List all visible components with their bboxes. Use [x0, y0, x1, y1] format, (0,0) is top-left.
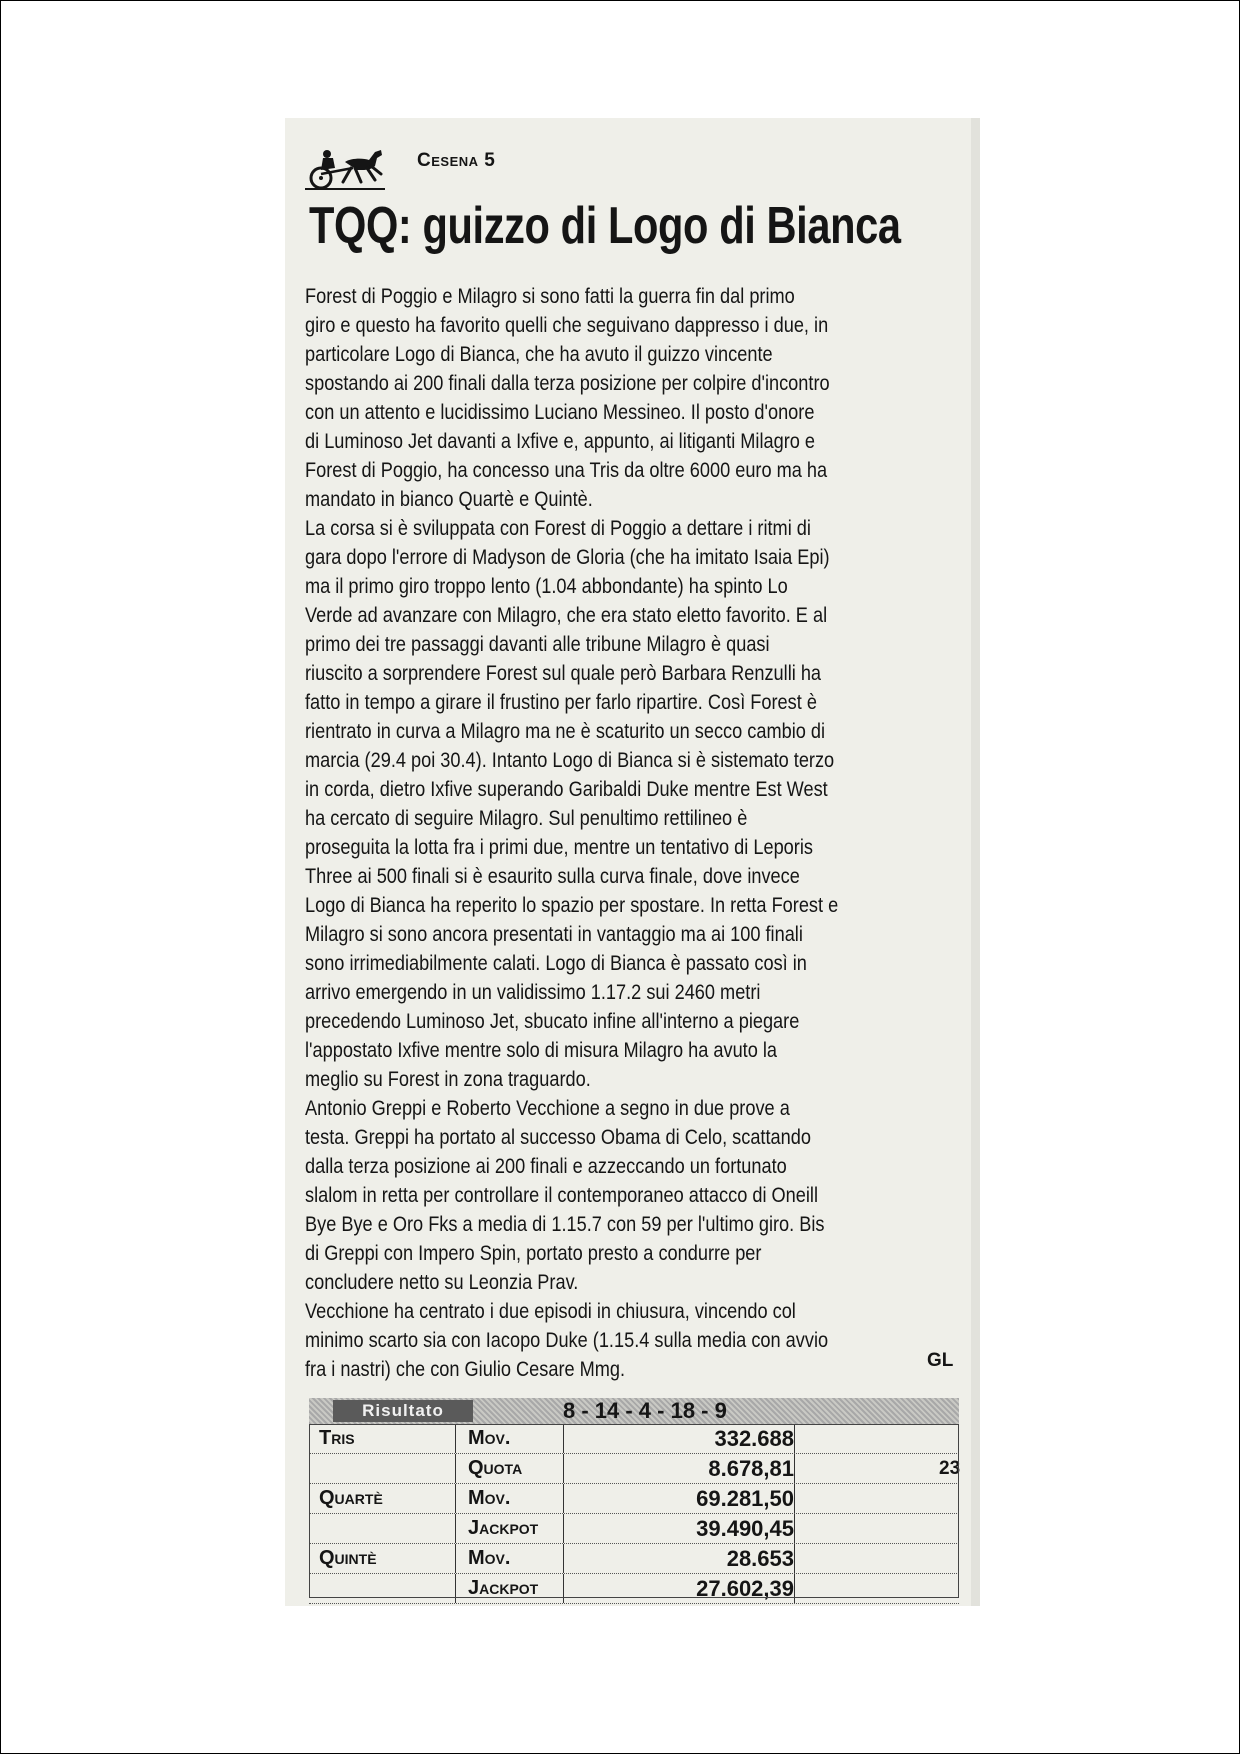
table-row [309, 1544, 959, 1574]
clipping-edge [971, 118, 980, 1606]
row-amount: 28.653 [563, 1544, 795, 1573]
author-signature: GL [927, 1350, 954, 1371]
article-line: sono irrimediabilmente calati. Logo di Bianca è passato così in [305, 951, 807, 975]
article-line: meglio su Forest in zona traguardo. [305, 1067, 591, 1091]
article-line: fra i nastri) che con Giulio Cesare Mmg. [305, 1357, 626, 1381]
bet-name: Quartè [319, 1487, 383, 1509]
row-amount: 8.678,81 [563, 1454, 795, 1483]
article-line: concludere netto su Leonzia Prav. [305, 1270, 579, 1294]
winning-order: 8 - 14 - 4 - 18 - 9 [563, 1398, 727, 1423]
article-line: testa. Greppi ha portato al successo Obama di Celo, scattando [305, 1125, 811, 1149]
result-label: Risultato [333, 1400, 473, 1422]
article-line: spostando ai 200 finali dalla terza posizione per colpire d'incontro [305, 371, 830, 395]
row-type: Jackpot [455, 1574, 538, 1603]
article-line: arrivo emergendo in un validissimo 1.17.2 sui 2460 metri [305, 980, 761, 1004]
row-amount: 332.688 [563, 1424, 795, 1453]
row-type: Jackpot [455, 1514, 538, 1543]
result-table [309, 1398, 959, 1604]
article-line: giro e questo ha favorito quelli che seguivano dappresso i due, in [305, 313, 829, 337]
article-line: Forest di Poggio e Milagro si sono fatti la guerra fin dal primo [305, 284, 795, 308]
article-line: rientrato in curva a Milagro ma ne è scaturito un secco cambio di [305, 719, 826, 743]
article-line: Forest di Poggio, ha concesso una Tris da oltre 6000 euro ma ha [305, 458, 828, 482]
article-line: in corda, dietro Ixfive superando Garibaldi Duke mentre Est West [305, 777, 828, 801]
article-body [305, 282, 930, 1384]
headline: TQQ: guizzo di Logo di Bianca [309, 197, 901, 255]
table-row [309, 1484, 959, 1514]
article-line: precedendo Luminoso Jet, sbucato infine all'interno a piegare [305, 1009, 800, 1033]
newspaper-clipping [285, 118, 980, 1606]
result-header [309, 1398, 959, 1424]
table-row [309, 1574, 959, 1604]
article-line: l'appostato Ixfive mentre solo di misura Milagro ha avuto la [305, 1038, 778, 1062]
article-line: Three ai 500 finali si è esaurito sulla curva finale, dove invece [305, 864, 800, 888]
table-row [309, 1424, 959, 1454]
article-line: di Greppi con Impero Spin, portato presto a condurre per [305, 1241, 762, 1265]
table-row [309, 1514, 959, 1544]
article-line: con un attento e lucidissimo Luciano Messineo. Il posto d'onore [305, 400, 815, 424]
row-type: Mov. [455, 1484, 510, 1513]
article-line: Bye Bye e Oro Fks a media di 1.15.7 con 59 per l'ultimo giro. Bis [305, 1212, 825, 1236]
section-label: Cesena 5 [417, 150, 496, 171]
bet-name: Tris [319, 1427, 355, 1449]
article-line: dalla terza posizione ai 200 finali e azzeccando un fortunato [305, 1154, 787, 1178]
article-line: Vecchione ha centrato i due episodi in chiusura, vincendo col [305, 1299, 796, 1323]
article-line: particolare Logo di Bianca, che ha avuto il guizzo vincente [305, 342, 773, 366]
article-line: Antonio Greppi e Roberto Vecchione a segno in due prove a [305, 1096, 790, 1120]
article-line: ma il primo giro troppo lento (1.04 abbondante) ha spinto Lo [305, 574, 788, 598]
article-line: minimo scarto sia con Iacopo Duke (1.15.4 sulla media con avvio [305, 1328, 829, 1352]
article-line: di Luminoso Jet davanti a Ixfive e, appunto, ai litiganti Milagro e [305, 429, 815, 453]
row-extra: 23 [939, 1458, 961, 1479]
article-line: slalom in retta per controllare il contemporaneo attacco di Oneill [305, 1183, 818, 1207]
article-line: primo dei tre passaggi davanti alle tribune Milagro è quasi [305, 632, 770, 656]
bet-name: Quintè [319, 1547, 377, 1569]
article-line: mandato in bianco Quartè e Quintè. [305, 487, 593, 511]
row-amount: 27.602,39 [563, 1574, 795, 1603]
row-amount: 39.490,45 [563, 1514, 795, 1543]
section-header [305, 144, 945, 178]
article-line: fatto in tempo a girare il frustino per farlo ripartire. Così Forest è [305, 690, 817, 714]
article-line: Milagro si sono ancora presentati in vantaggio ma ai 100 finali [305, 922, 803, 946]
article-line: gara dopo l'errore di Madyson de Gloria (che ha imitato Isaia Epi) [305, 545, 830, 569]
article-line: La corsa si è sviluppata con Forest di Poggio a dettare i ritmi di [305, 516, 811, 540]
row-type: Mov. [455, 1544, 510, 1573]
table-row [309, 1454, 959, 1484]
article-line: riuscito a sorprendere Forest sul quale però Barbara Renzulli ha [305, 661, 822, 685]
article-line: proseguita la lotta fra i primi due, mentre un tentativo di Leporis [305, 835, 813, 859]
article-line: Logo di Bianca ha reperito lo spazio per spostare. In retta Forest e [305, 893, 839, 917]
article-line: Verde ad avanzare con Milagro, che era stato eletto favorito. E al [305, 603, 828, 627]
horse-sulky-icon [305, 144, 385, 194]
row-type: Mov. [455, 1424, 510, 1453]
row-amount: 69.281,50 [563, 1484, 795, 1513]
article-line: ha cercato di seguire Milagro. Sul penultimo rettilineo è [305, 806, 748, 830]
row-type: Quota [455, 1454, 522, 1483]
article-line: marcia (29.4 poi 30.4). Intanto Logo di Bianca si è sistemato terzo [305, 748, 835, 772]
